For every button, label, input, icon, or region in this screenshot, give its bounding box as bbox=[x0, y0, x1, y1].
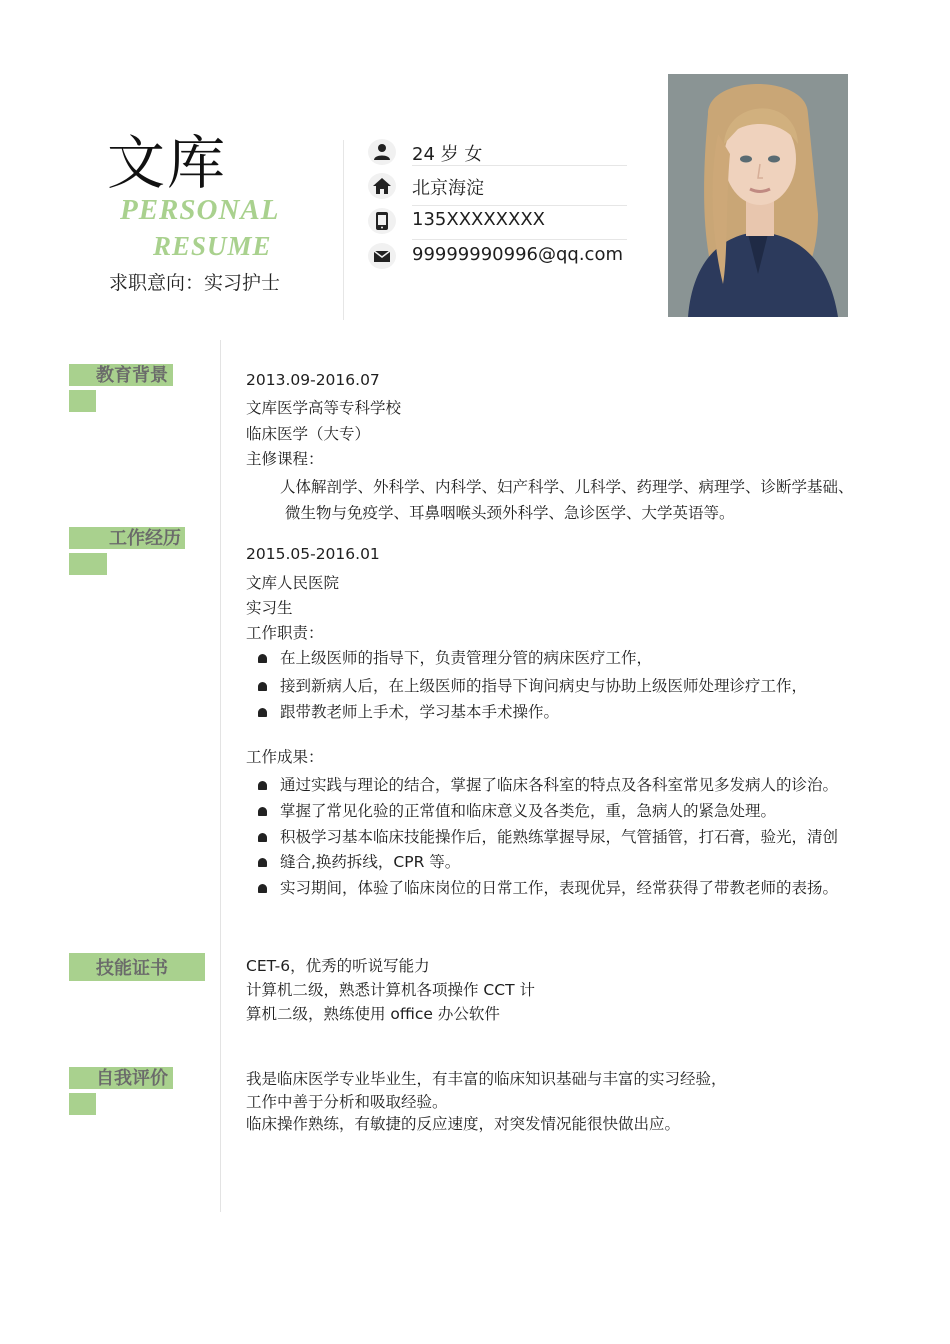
section-label: 工作经历 bbox=[109, 528, 181, 549]
section-marker bbox=[69, 390, 96, 412]
bullet-icon bbox=[258, 807, 267, 816]
section-label: 教育背景 bbox=[96, 365, 168, 386]
duty-item bbox=[280, 648, 652, 668]
duty-text: 接到新病人后，在上级医师的指导下询问病史与协助上级医师处理诊疗工作， bbox=[280, 677, 808, 695]
duty-item bbox=[280, 676, 807, 696]
duty-item bbox=[280, 702, 559, 722]
self-eval-line: 我是临床医学专业毕业生，有丰富的临床知识基础与丰富的实习经验， bbox=[246, 1070, 727, 1088]
courses-line: 人体解剖学、外科学、内科学、妇产科学、儿科学、药理学、病理学、诊断学基础、 bbox=[280, 478, 854, 496]
work-position: 实习生 bbox=[246, 599, 293, 617]
section-title-self-eval bbox=[69, 1067, 179, 1115]
info-row-age-gender bbox=[368, 136, 628, 166]
self-eval-line: 工作中善于分析和吸取经验。 bbox=[246, 1093, 448, 1111]
home-icon bbox=[368, 173, 396, 199]
bullet-icon bbox=[258, 781, 267, 790]
info-divider bbox=[412, 165, 627, 166]
result-item bbox=[280, 801, 776, 821]
bullet-icon bbox=[258, 858, 267, 867]
result-text: 缝合,换药拆线，CPR 等。 bbox=[280, 853, 461, 871]
bullet-icon bbox=[258, 884, 267, 893]
bullet-icon bbox=[258, 654, 267, 663]
duty-text: 在上级医师的指导下，负责管理分管的病床医疗工作， bbox=[280, 649, 653, 667]
duties-label: 工作职责： bbox=[246, 624, 324, 642]
bullet-icon bbox=[258, 682, 267, 691]
section-label: 技能证书 bbox=[96, 958, 168, 979]
info-row-email bbox=[368, 240, 628, 270]
job-objective: 求职意向：实习护士 bbox=[109, 272, 281, 294]
self-eval-line: 临床操作熟练，有敏捷的反应速度，对突发情况能很快做出应。 bbox=[246, 1115, 681, 1133]
section-title-education bbox=[69, 364, 179, 412]
profile-photo bbox=[668, 74, 848, 317]
education-major: 临床医学（大专） bbox=[246, 425, 371, 443]
section-marker bbox=[69, 1093, 96, 1115]
info-row-phone bbox=[368, 205, 628, 235]
education-school: 文库医学高等专科学校 bbox=[246, 399, 402, 417]
email: 99999990996@qq.com bbox=[412, 244, 623, 265]
phone: 135XXXXXXXX bbox=[412, 209, 546, 230]
result-item bbox=[280, 827, 838, 847]
result-item bbox=[280, 878, 838, 898]
result-text: 实习期间，体验了临床岗位的日常工作，表现优异，经常获得了带教老师的表扬。 bbox=[280, 879, 839, 897]
header-divider bbox=[343, 140, 344, 320]
courses-label: 主修课程： bbox=[246, 450, 324, 468]
info-row-location bbox=[368, 170, 628, 200]
bullet-icon bbox=[258, 833, 267, 842]
personal-wordmark: PERSONAL bbox=[120, 194, 280, 226]
section-label: 自我评价 bbox=[96, 1068, 168, 1089]
resume-name: 文库 bbox=[107, 129, 228, 197]
section-title-work bbox=[69, 527, 189, 575]
location: 北京海淀 bbox=[412, 178, 484, 199]
phone-icon bbox=[368, 208, 396, 234]
result-item bbox=[280, 852, 460, 872]
result-text: 积极学习基本临床技能操作后，能熟练掌握导尿，气管插管，打石膏，验光，清创 bbox=[280, 828, 839, 846]
bullet-icon bbox=[258, 708, 267, 717]
resume-wordmark: RESUME bbox=[153, 231, 272, 261]
courses-line: 微生物与免疫学、耳鼻咽喉头颈外科学、急诊医学、大学英语等。 bbox=[285, 504, 735, 522]
education-period: 2013.09-2016.07 bbox=[246, 371, 380, 389]
mail-icon bbox=[368, 243, 396, 269]
skill-line: 计算机二级，熟悉计算机各项操作 CCT 计 bbox=[246, 981, 535, 999]
user-icon bbox=[368, 139, 396, 165]
skill-line: CET-6，优秀的听说写能力 bbox=[246, 957, 430, 975]
age-gender: 24 岁 女 bbox=[412, 144, 483, 165]
timeline-divider bbox=[220, 340, 221, 1212]
result-item bbox=[280, 775, 838, 795]
duty-text: 跟带教老师上手术，学习基本手术操作。 bbox=[280, 703, 560, 721]
section-marker bbox=[69, 553, 107, 575]
skill-line: 算机二级，熟练使用 office 办公软件 bbox=[246, 1005, 500, 1023]
work-company: 文库人民医院 bbox=[246, 574, 340, 592]
results-label: 工作成果： bbox=[246, 748, 324, 766]
result-text: 掌握了常见化验的正常值和临床意义及各类危，重，急病人的紧急处理。 bbox=[280, 802, 777, 820]
work-period: 2015.05-2016.01 bbox=[246, 545, 380, 563]
result-text: 通过实践与理论的结合，掌握了临床各科室的特点及各科室常见多发病人的诊治。 bbox=[280, 776, 839, 794]
section-title-skills bbox=[69, 953, 209, 1001]
